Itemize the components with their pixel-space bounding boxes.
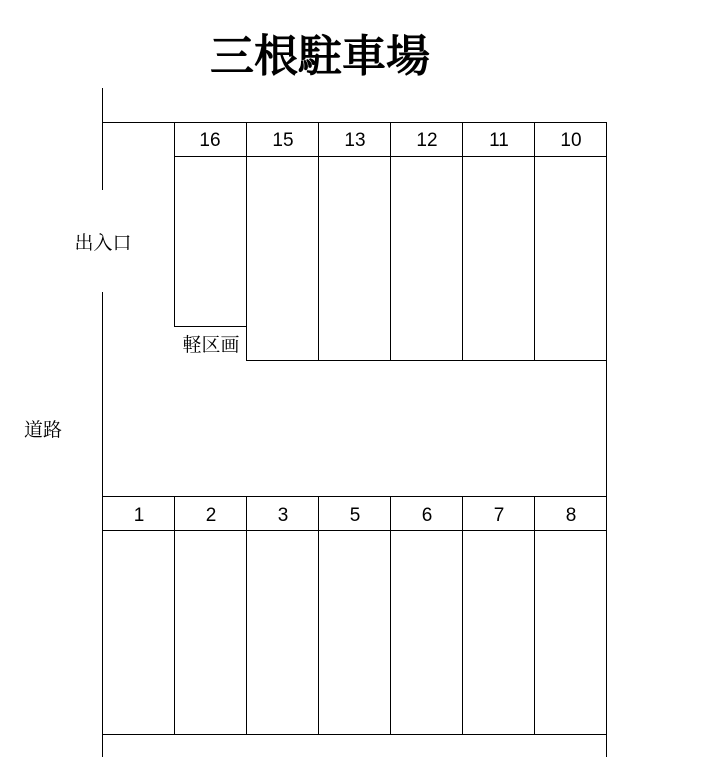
space-number: 6 (421, 505, 433, 526)
space-number: 5 (349, 505, 361, 526)
space-number: 3 (277, 505, 289, 526)
space-number: 10 (560, 130, 582, 151)
space-number: 7 (493, 505, 505, 526)
space-number: 15 (272, 130, 294, 151)
space-number: 12 (416, 130, 438, 151)
page-title: 三根駐車場 (210, 31, 430, 82)
space-number: 8 (565, 505, 577, 526)
top-row (174, 122, 607, 361)
space-number: 1 (133, 505, 145, 526)
space-number: 13 (344, 130, 366, 151)
entrance-label: 出入口 (74, 232, 132, 254)
space-number: 11 (489, 130, 509, 151)
bottom-space-numbers (134, 505, 577, 526)
road-label: 道路 (23, 419, 63, 441)
space-number: 2 (205, 505, 217, 526)
kei-section-label: 軽区画 (182, 334, 240, 356)
space-number: 16 (199, 130, 221, 151)
bottom-row (102, 496, 607, 735)
lot-boundary (102, 88, 607, 757)
